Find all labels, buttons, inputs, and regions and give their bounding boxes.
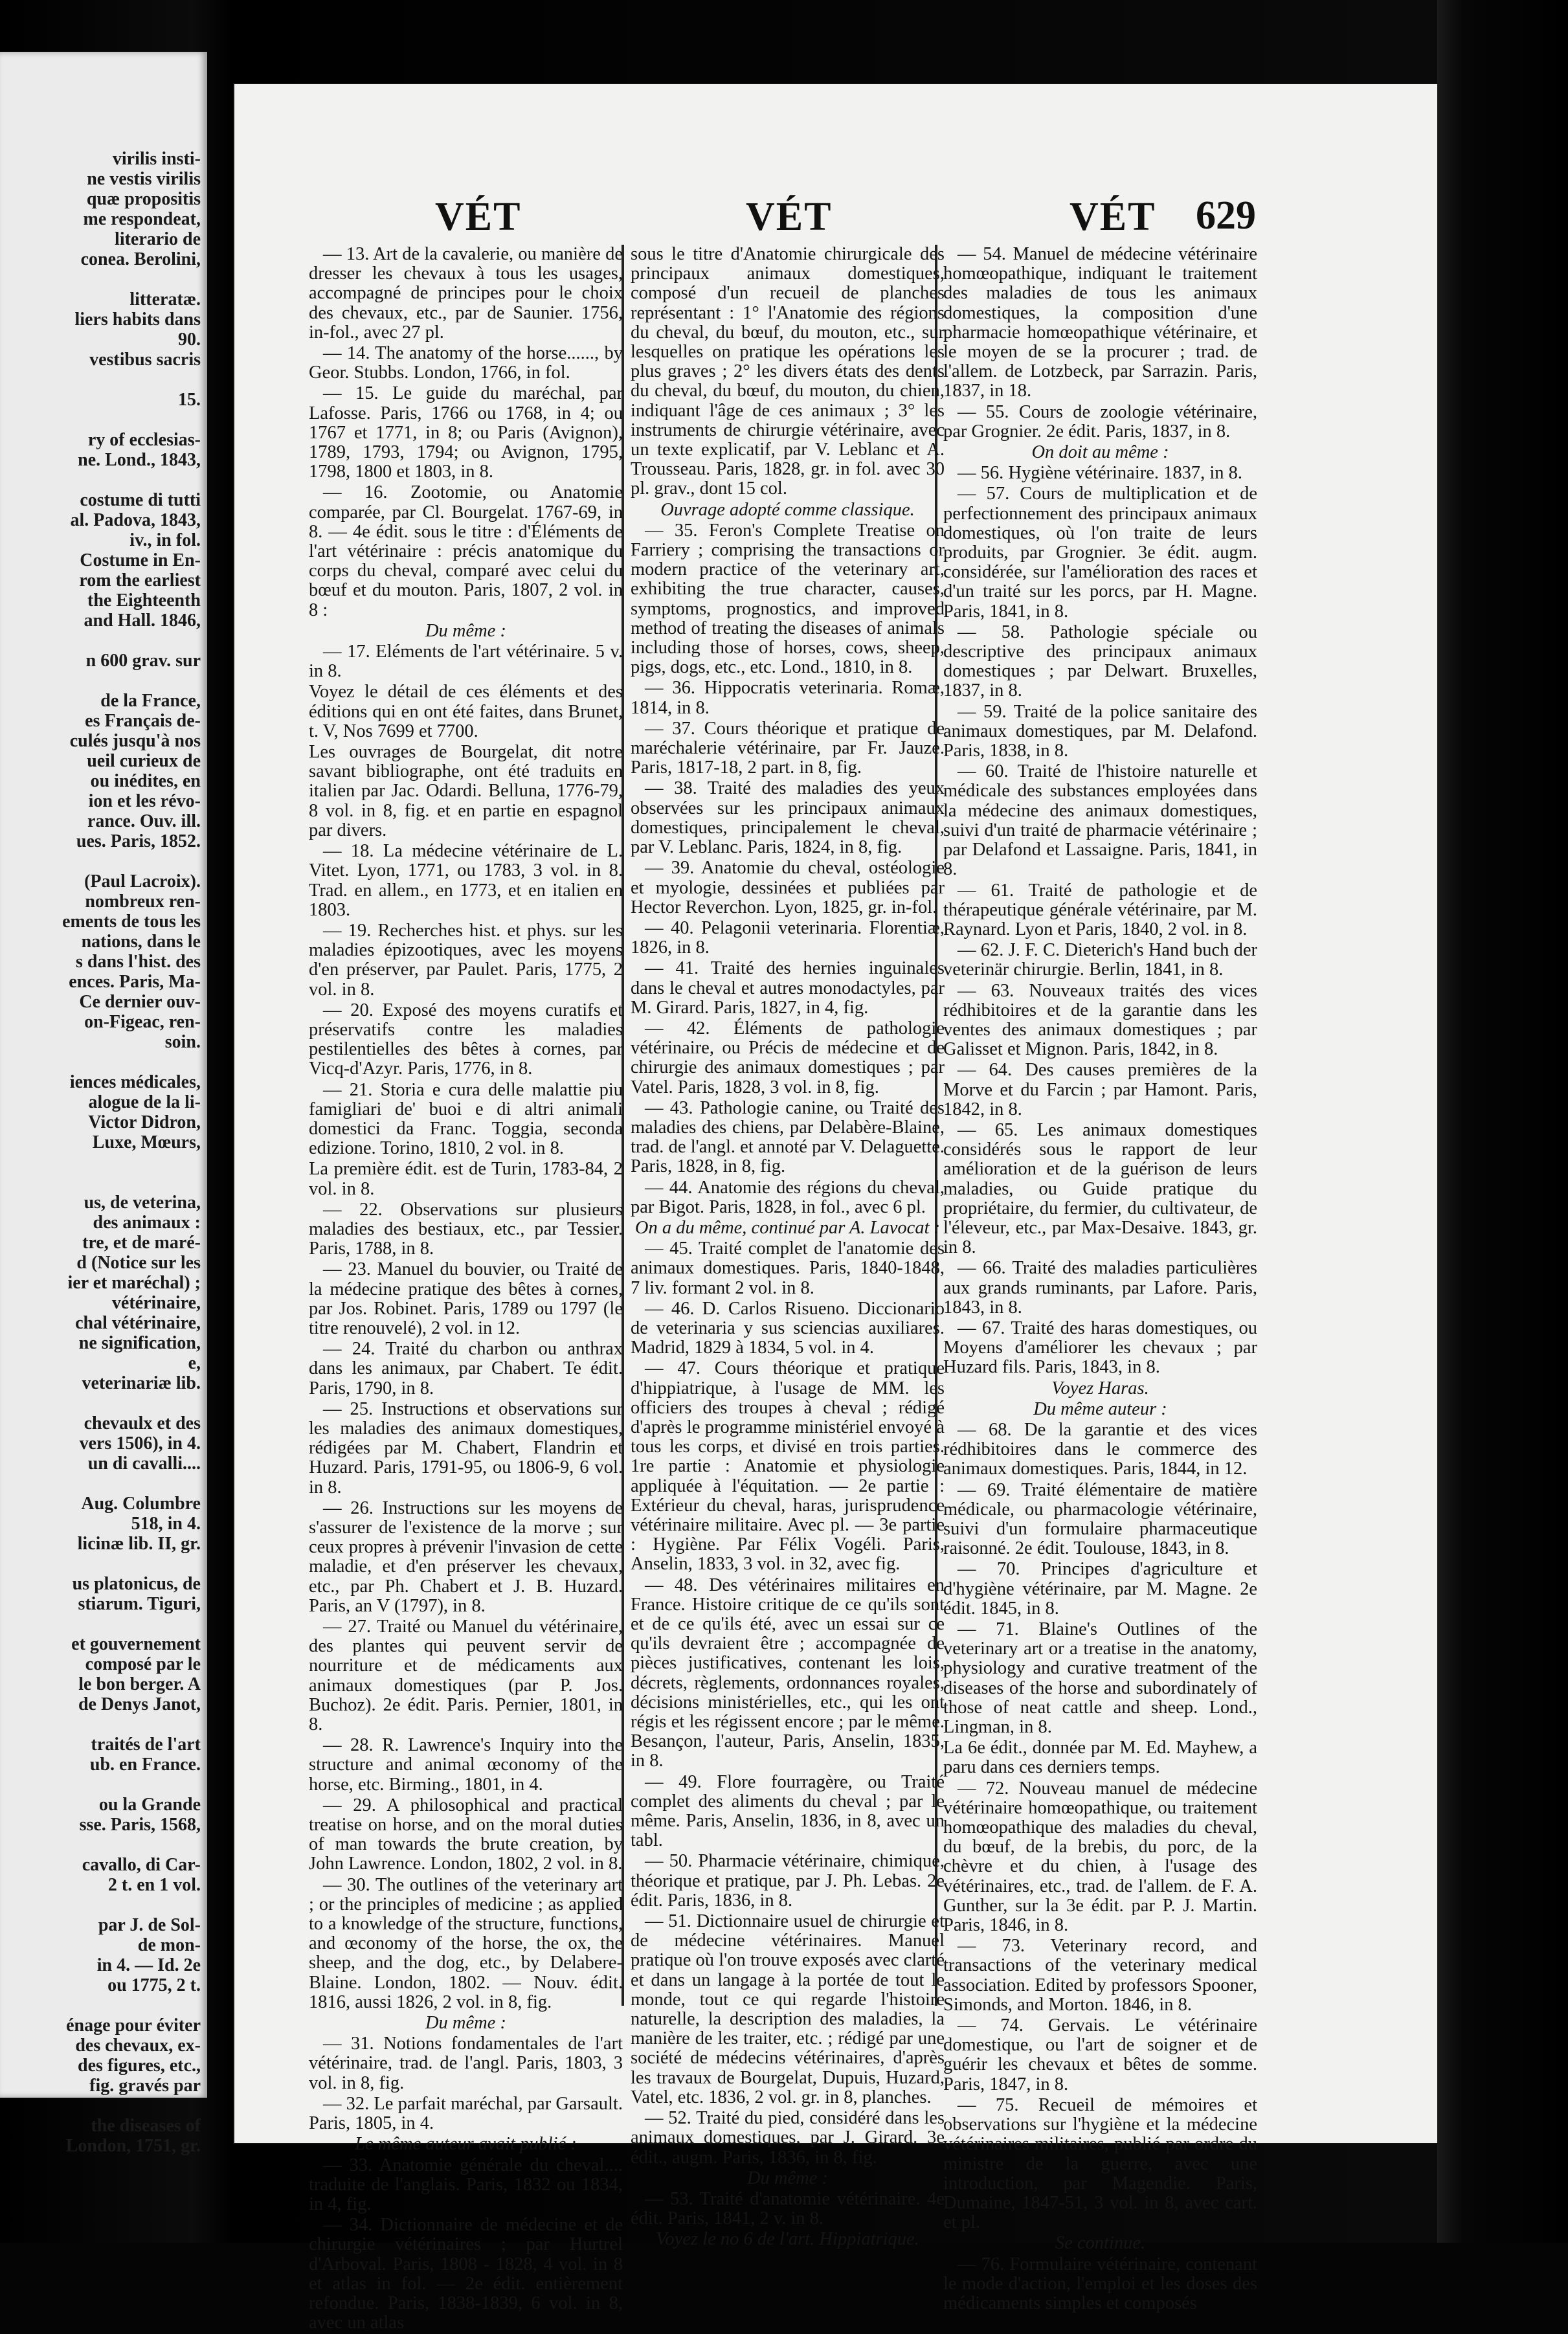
- bibliography-entry: — 63. Nouveaux traités des vices rédhibitoires et de la garantie dans les ventes des animaux domestiques ; par Galisset et Mignon. Paris, 1842, in 8.: [943, 980, 1257, 1060]
- bibliography-entry: — 38. Traité des maladies des yeux observées sur les principaux animaux domestiques, principalement le cheval, par V. Leblanc. Paris, 1824, in 8, fig.: [631, 778, 945, 858]
- left-page-text-fragment: vers 1506), in 4.: [79, 1433, 201, 1453]
- left-page-text-fragment: Victor Didron,: [88, 1112, 201, 1132]
- left-page-text-fragment: costume di tutti: [80, 490, 201, 510]
- bibliography-entry: — 36. Hippocratis veterinaria. Romæ, 1814, in 8.: [631, 678, 945, 718]
- left-page-text-fragment: énage pour éviter: [66, 2015, 201, 2036]
- bibliography-entry: — 48. Des vétérinaires militaires en France. Histoire critique de ce qu'ils sont et de ce qu'ils été, avec un essai sur ce qu'ils devraient être ; accompagnée de pièces justificatives, contenant les lois, décrets, règlements, ordonnances royales, décisions ministérielles, etc., qui les ont régis et les régissent encore ; par le même. Besançon, l'auteur, Paris, Anselin, 1835, in 8.: [631, 1575, 945, 1771]
- bibliography-entry: — 46. D. Carlos Risueno. Diccionario de veterinaria y sus sciencias auxiliares. Madrid, 1829 à 1834, 5 vol. in 4.: [631, 1298, 945, 1358]
- left-page-text-fragment: ne. Lond., 1843,: [78, 450, 201, 470]
- left-page-text-fragment: stiarum. Tiguri,: [78, 1594, 201, 1614]
- left-page-text-fragment: London, 1751, gr.: [65, 2136, 201, 2156]
- left-page-text-fragment: ion et les révo-: [88, 791, 201, 811]
- left-page-text-fragment: ry of ecclesias-: [87, 430, 201, 450]
- left-page-text-fragment: alogue de la li-: [88, 1092, 201, 1112]
- bibliography-entry: — 15. Le guide du maréchal, par Lafosse. Paris, 1766 ou 1768, in 4; ou 1767 et 1771, in 8; ou Paris (Avignon), 1789, 1793, 1794; ou Avignon, 1795, 1798, 1800 et 1803, in 8.: [309, 383, 623, 482]
- running-header: [234, 84, 1437, 265]
- bibliography-entry: — 37. Cours théorique et pratique de maréchalerie vétérinaire, par Fr. Jauze. Paris, 1817-18, 2 part. in 8, fig.: [631, 718, 945, 778]
- bibliography-entry: — 70. Principes d'agriculture et d'hygiène vétérinaire, par M. Magne. 2e édit. 1845, in 8.: [943, 1559, 1257, 1619]
- left-page-text-fragment: 2 t. en 1 vol.: [107, 1875, 201, 1895]
- left-page-text-fragment: es Français de-: [85, 711, 201, 731]
- left-page-text-fragment: 90.: [178, 330, 201, 350]
- left-page-text-fragment: ences. Paris, Ma-: [69, 972, 201, 992]
- left-page-text-fragment: quæ propositis: [86, 189, 201, 209]
- left-page-text-fragment: soin.: [164, 1032, 201, 1052]
- left-page-text-fragment: de la France,: [100, 691, 201, 711]
- left-page-text-fragment: n 600 grav. sur: [85, 651, 201, 671]
- bibliography-entry: Le même auteur avait publié :: [355, 2134, 577, 2155]
- bibliography-entry: — 14. The anatomy of the horse......, by Geor. Stubbs. London, 1766, in fol.: [309, 343, 623, 383]
- left-page-text-fragment: ueil curieux de: [87, 751, 201, 771]
- bibliography-entry: — 59. Traité de la police sanitaire des animaux domestiques, par M. Delafond. Paris, 1838, in 8.: [943, 701, 1257, 761]
- left-page-text-fragment: the diseases of: [91, 2116, 201, 2136]
- left-page-text-fragment: us, de veterina,: [84, 1193, 201, 1213]
- bibliography-entry: — 27. Traité ou Manuel du vétérinaire, des plantes qui peuvent servir de nourriture et de médicaments aux animaux domestiques (par P. Jos. Buchoz). 2e édit. Paris. Pernier, 1801, in 8.: [309, 1617, 623, 1735]
- column-right: [943, 245, 1257, 2315]
- header-right: VÉT: [1070, 195, 1156, 239]
- bibliography-entry: Du même :: [746, 2168, 829, 2188]
- left-page-text-fragment: literario de: [115, 229, 201, 249]
- bibliography-entry: — 65. Les animaux domestiques considérés sous le rapport de leur amélioration et de la guérison de leurs maladies, ou Guide pratique du propriétaire, du fermier, du cultivateur, de l'éleveur, etc., par Max-Desaive. 1843, gr. in 8.: [943, 1119, 1257, 1258]
- left-page-text-fragment: des animaux :: [93, 1213, 201, 1233]
- bibliography-entry: Du même :: [425, 2013, 507, 2034]
- left-page-text-fragment: un di cavalli....: [87, 1453, 201, 1474]
- left-page-text-fragment: conea. Berolini,: [80, 249, 201, 269]
- left-page-text-fragment: us platonicus, de: [72, 1574, 201, 1594]
- bibliography-entry: — 54. Manuel de médecine vétérinaire homœopathique, indiquant le traitement des maladies de tous les animaux domestiques, la composition d'une pharmacie homœopathique vétérinaire, et le moyen de se la procurer ; trad. de l'allem. de Lotzbeck, par Sarrazin. Paris, 1837, in 18.: [943, 244, 1257, 401]
- left-page-text-fragment: chal vétérinaire,: [75, 1313, 201, 1333]
- bibliography-entry: — 19. Recherches hist. et phys. sur les maladies épizootiques, avec les moyens d'en préserver, par Paulet. Paris, 1775, 2 vol. in 8.: [309, 920, 623, 1000]
- left-page-text-fragment: sse. Paris, 1568,: [79, 1815, 201, 1835]
- left-page-text-fragment: iv., in fol.: [129, 530, 201, 550]
- bibliography-entry: — 67. Traité des haras domestiques, ou Moyens d'améliorer les chevaux ; par Huzard fils. Paris, 1843, in 8.: [943, 1318, 1257, 1378]
- left-page-text-fragment: de Denys Janot,: [78, 1694, 201, 1714]
- bibliography-entry: Ouvrage adopté comme classique.: [660, 499, 915, 520]
- left-page-text-fragment: on-Figeac, ren-: [84, 1012, 201, 1032]
- left-page-text-fragment: veterinariæ lib.: [82, 1373, 201, 1393]
- bibliography-entry: — 64. Des causes premières de la Morve et du Farcin ; par Hamont. Paris, 1842, in 8.: [943, 1060, 1257, 1119]
- left-page-text-fragment: rom the earliest: [79, 570, 201, 590]
- left-page-text-fragment: me respondeat,: [83, 209, 201, 229]
- bibliography-entry: — 47. Cours théorique et pratique d'hippiatrique, à l'usage de MM. les officiers des troupes à cheval ; rédigé d'après le programme ministériel envoyé à tous les corps, et divisé en trois parties. 1re partie : Anatomie et physiologie appliquée à l'équitation. — 2e partie : Extérieur du cheval, haras, jurisprudence vétérinaire militaire. Avec pl. — 3e partie : Hygiène. Par Félix Vogéli. Paris, Anselin, 1833, 3 vol. in 32, avec fig.: [631, 1358, 945, 1575]
- bibliography-entry: — 25. Instructions et observations sur les maladies des animaux domestiques, rédigées par M. Chabert, Flandrin et Huzard. Paris, 1791-95, ou 1806-9, 6 vol. in 8.: [309, 1398, 623, 1498]
- bibliography-entry: — 55. Cours de zoologie vétérinaire, par Grognier. 2e édit. Paris, 1837, in 8.: [943, 401, 1257, 442]
- bibliography-entry: — 39. Anatomie du cheval, ostéologie et myologie, dessinées et publiées par Hector Reverchon. Lyon, 1825, gr. in-fol.: [631, 858, 945, 917]
- bibliography-entry: — 17. Eléments de l'art vétérinaire. 5 v. in 8.: [309, 642, 623, 682]
- left-page-text-fragment: des chevaux, ex-: [75, 2036, 201, 2056]
- left-page-text-fragment: virilis insti-: [112, 149, 201, 169]
- bibliography-entry: — 20. Exposé des moyens curatifs et préservatifs contre les maladies pestilentielles des bêtes à cornes, par Vicq-d'Azyr. Paris, 1776, in 8.: [309, 1000, 623, 1079]
- bibliography-entry: — 60. Traité de l'histoire naturelle et médicale des substances employées dans la médecine des animaux domestiques, suivi d'un traité de pharmacie vétérinaire ; par Delafond et Lassaigne. Paris, 1841, in 8.: [943, 761, 1257, 880]
- left-page-text-fragment: des figures, etc.,: [78, 2056, 201, 2076]
- bibliography-entry: — 45. Traité complet de l'anatomie des animaux domestiques. Paris, 1840-1848, 7 liv. formant 2 vol. in 8.: [631, 1239, 945, 1298]
- bibliography-entry: — 73. Veterinary record, and transactions of the veterinary medical association. Edited by professors Spooner, Simonds, and Morton. 1846, in 8.: [943, 1936, 1257, 2015]
- left-page-text-fragment: traités de l'art: [91, 1734, 201, 1755]
- bibliography-entry: — 72. Nouveau manuel de médecine vétérinaire homœopathique, ou traitement homœopathique des maladies du cheval, du bœuf, de la brebis, du porc, de la chèvre et du chien, à l'usage des vétérinaires, etc., trad. de l'allem. de F. A. Gunther, sur la 3e édit. par P. J. Martin. Paris, 1846, in 8.: [943, 1778, 1257, 1936]
- left-page-text-fragment: nations, dans le: [81, 932, 201, 952]
- column-center: [631, 245, 945, 2251]
- bibliography-entry: Voyez le détail de ces éléments et des éditions qui en ont été faites, dans Brunet, t. V, Nos 7699 et 7700.: [309, 682, 623, 741]
- left-page-text-fragment: ub. en France.: [89, 1755, 201, 1775]
- bibliography-entry: — 32. Le parfait maréchal, par Garsault. Paris, 1805, in 4.: [309, 2093, 623, 2134]
- bibliography-entry: — 29. A philosophical and practical treatise on horse, and on the moral duties of man towards the brute creation, by John Lawrence. London, 1802, 2 vol. in 8.: [309, 1795, 623, 1874]
- left-page-text-fragment: composé par le: [85, 1654, 201, 1674]
- bibliography-entry: — 62. J. F. C. Dieterich's Hand buch der veterinär chirurgie. Berlin, 1841, in 8.: [943, 940, 1257, 980]
- left-page-text-fragment: e,: [188, 1353, 201, 1373]
- bibliography-entry: — 49. Flore fourragère, ou Traité complet des aliments du cheval ; par le même. Paris, Anselin, 1836, in 8, avec un tabl.: [631, 1771, 945, 1851]
- bibliography-entry: Du même :: [425, 620, 507, 641]
- bibliography-entry: — 31. Notions fondamentales de l'art vétérinaire, trad. de l'angl. Paris, 1803, 3 vol. in 8, fig.: [309, 2034, 623, 2093]
- bibliography-entry: sous le titre d'Anatomie chirurgicale des principaux animaux domestiques, composé d'un recueil de planches représentant : 1° l'Anatomie des régions du cheval, du bœuf, du mouton, etc., sur lesquelles on pratique les opérations les plus graves ; 2° les divers états des dents du cheval, du bœuf, du mouton, du chien, indiquant l'âge de ces animaux ; 3° les instruments de chirurgie vétérinaire, avec un texte explicatif, par V. Leblanc et A. Trousseau. Paris, 1828, gr. in fol. avec 30 pl. grav., dont 15 col.: [631, 244, 945, 499]
- bibliography-entry: — 13. Art de la cavalerie, ou manière de dresser les chevaux à tous les usages, accompagné de principes pour le choix des chevaux, etc., par de Saunier. 1756, in-fol., avec 27 pl.: [309, 244, 623, 342]
- bibliography-entry: — 43. Pathologie canine, ou Traité des maladies des chiens, par Delabère-Blaine, trad. de l'angl. et annoté par V. Delaguette. Paris, 1828, in 8, fig.: [631, 1097, 945, 1177]
- left-page-text-fragment: rance. Ouv. ill.: [87, 811, 201, 831]
- bibliography-entry: — 28. R. Lawrence's Inquiry into the structure and animal œconomy of the horse, etc. Birming., 1801, in 4.: [309, 1735, 623, 1795]
- bibliography-entry: — 30. The outlines of the veterinary art ; or the principles of medicine ; as applied to a knowledge of the structure, functions, and œconomy of the horse, the ox, the sheep, and the dog, etc., by Delabere-Blaine. London, 1802. — Nouv. édit. 1816, aussi 1826, 2 vol. in 8, fig.: [309, 1874, 623, 2012]
- left-page-text-fragment: culés jusqu'à nos: [69, 731, 201, 751]
- left-page-text-fragment: iences médicales,: [69, 1072, 201, 1092]
- left-page-text-fragment: Costume in En-: [80, 550, 201, 570]
- left-page-text-fragment: the Eighteenth: [87, 590, 201, 611]
- left-page-text-fragment: tre, et de maré-: [82, 1233, 201, 1253]
- left-page-text-fragment: ou la Grande: [98, 1795, 201, 1815]
- left-page-text-fragment: le bon berger. A: [78, 1674, 201, 1694]
- left-page-text-fragment: par J. de Sol-: [98, 1915, 201, 1935]
- bibliography-entry: — 66. Traité des maladies particulières aux grands ruminants, par Lafore. Paris, 1843, in 8.: [943, 1258, 1257, 1318]
- bibliography-entry: — 35. Feron's Complete Treatise on Farriery ; comprising the transactions or modern practice of the veterinary art, exhibiting the true character, causes, symptoms, prognostics, and improved method of treating the diseases of animals including those of horses, cows, sheep, pigs, dogs, etc., etc. Lond., 1810, in 8.: [631, 520, 945, 678]
- bibliography-entry: — 75. Recueil de mémoires et observations sur l'hygiène et la médecine vétérinaires militaires, publié par ordre du ministre de la guerre, avec une introduction, par Magendie. Paris, Dumaine, 1847-51, 3 vol. in 8, avec cart. et pl.: [943, 2094, 1257, 2233]
- bibliography-entry: — 56. Hygiène vétérinaire. 1837, in 8.: [958, 463, 1243, 484]
- bibliography-entry: — 34. Dictionnaire de médecine et de chirurgie vétérinaires ; par Hurtrel d'Arboval. Paris, 1808 - 1828, 4 vol. in 8 et atlas in fol. — 2e édit. entièrement refondue. Paris, 1838-1839, 6 vol. in 8, avec un atlas: [309, 2215, 623, 2333]
- left-page-text-fragment: Aug. Columbre: [81, 1494, 201, 1514]
- bibliography-entry: — 33. Anatomie générale du cheval.... traduite de l'anglais. Paris, 1832 ou 1834, in 4, fig.: [309, 2155, 623, 2214]
- bibliography-entry: — 74. Gervais. Le vétérinaire domestique, ou l'art de soigner et de guérir les chevaux et bêtes de somme. Paris, 1847, in 8.: [943, 2015, 1257, 2094]
- left-page-text-fragment: ne signification,: [78, 1333, 201, 1353]
- bibliography-entry: — 68. De la garantie et des vices rédhibitoires dans le commerce des animaux domestiques. Paris, 1844, in 12.: [943, 1419, 1257, 1479]
- left-page-text-fragment: vétérinaire,: [111, 1293, 201, 1313]
- left-page-text-fragment: cavallo, di Car-: [82, 1855, 201, 1875]
- bibliography-entry: — 58. Pathologie spéciale ou descriptive des principaux animaux domestiques ; par Delwart. Bruxelles, 1837, in 8.: [943, 622, 1257, 701]
- bibliography-entry: On doit au même :: [1031, 442, 1169, 463]
- bibliography-entry: — 51. Dictionnaire usuel de chirurgie et de médecine vétérinaires. Manuel pratique où l'on trouve exposés avec clarté et dans un langage à la portée de tout le monde, tout ce qui regarde l'histoire naturelle, la description des maladies, la manière de les traiter, etc. ; rédigé par une société de médecins vétérinaires, d'après les travaux de Bourgelat, Dupuis, Huzard, Vatel, etc. 1836, 2 vol. gr. in 8, planches.: [631, 1911, 945, 2107]
- bibliography-entry: — 40. Pelagonii veterinaria. Florentiæ, 1826, in 8.: [631, 917, 945, 958]
- bibliography-entry: — 22. Observations sur plusieurs maladies des bestiaux, etc., par Tessier. Paris, 1788, in 8.: [309, 1199, 623, 1259]
- bibliography-entry: On a du même, continué par A. Lavocat :: [634, 1217, 941, 1238]
- bibliography-entry: Du même auteur :: [1033, 1398, 1167, 1419]
- left-page-text-fragment: and Hall. 1846,: [84, 611, 201, 631]
- left-page-text-fragment: (Paul Lacroix).: [84, 871, 201, 892]
- left-page-text-fragment: d (Notice sur les: [76, 1253, 201, 1273]
- left-page-text-fragment: ues. Paris, 1852.: [76, 831, 201, 851]
- bibliography-entry: La première édit. est de Turin, 1783-84, 2 vol. in 8.: [309, 1159, 623, 1199]
- bibliography-entry: — 61. Traité de pathologie et de thérapeutique générale vétérinaire, par M. Raynard. Lyon et Paris, 1840, 2 vol. in 8.: [943, 880, 1257, 939]
- left-page-text-fragment: ou 1775, 2 t.: [107, 1975, 201, 1995]
- left-page-text-fragment: 15.: [178, 390, 201, 410]
- bibliography-entry: La 6e édit., donnée par M. Ed. Mayhew, a paru dans ces derniers temps.: [943, 1738, 1257, 1778]
- header-center: VÉT: [746, 195, 833, 239]
- bibliography-entry: — 50. Pharmacie vétérinaire, chimique, théorique et pratique, par J. Ph. Lebas. 2e édit. Paris, 1836, in 8.: [631, 1851, 945, 1911]
- header-left: VÉT: [435, 195, 522, 239]
- left-page-text-fragment: Luxe, Mœurs,: [92, 1132, 201, 1152]
- left-page-text-fragment: ou inédites, en: [90, 771, 201, 791]
- left-page-text-fragment: in 4. — Id. 2e: [96, 1955, 201, 1975]
- left-page-text-fragment: de mon-: [137, 1935, 201, 1955]
- left-page-text-fragment: ier et maréchal) ;: [67, 1273, 201, 1293]
- bibliography-entry: — 57. Cours de multiplication et de perfectionnement des principaux animaux domestiques, où l'on traite de leurs produits, par Grognier. 3e édit. augm. considérée, sur l'amélioration des races et d'un traité sur les porcs, par H. Magne. Paris, 1841, in 8.: [943, 484, 1257, 622]
- left-page-text-fragment: 518, in 4.: [131, 1514, 201, 1534]
- column-left: [309, 245, 623, 2334]
- bibliography-entry: — 16. Zootomie, ou Anatomie comparée, par Cl. Bourgelat. 1767-69, in 8. — 4e édit. sous le titre : d'Éléments de l'art vétérinaire : précis anatomique du corps du cheval, comparé avec celui du bœuf et du mouton. Paris, 1807, 2 vol. in 8 :: [309, 482, 623, 620]
- bibliography-entry: — 53. Traité d'anatomie vétérinaire. 4e édit. Paris, 1841, 2 v. in 8.: [631, 2188, 945, 2229]
- bibliography-entry: — 42. Éléments de pathologie vétérinaire, ou Précis de médecine et de chirurgie des animaux domestiques ; par Vatel. Paris, 1828, 3 vol. in 8, fig.: [631, 1018, 945, 1097]
- left-facing-page: [0, 52, 207, 2156]
- bibliography-entry: — 52. Traité du pied, considéré dans les animaux domestiques, par J. Girard. 3e édit., augm. Paris, 1836, in 8, fig.: [631, 2108, 945, 2168]
- left-page-text-fragment: ements de tous les: [62, 912, 201, 932]
- left-page-text-fragment: s dans l'hist. des: [76, 952, 201, 972]
- book-page: [234, 84, 1437, 2333]
- left-page-text-fragment: fig. gravés par: [89, 2076, 201, 2096]
- left-page-text-fragment: liers habits dans: [74, 309, 201, 330]
- bibliography-entry: — 41. Traité des hernies inguinales dans le cheval et autres monodactyles, par M. Girard. Paris, 1827, in 4, fig.: [631, 958, 945, 1018]
- bibliography-entry: Voyez Haras.: [1051, 1378, 1149, 1398]
- bibliography-entry: — 69. Traité élémentaire de matière médicale, ou pharmacologie vétérinaire, suivi d'un formulaire pharmaceutique raisonné. 2e édit. Toulouse, 1843, in 8.: [943, 1479, 1257, 1559]
- bibliography-entry: — 18. La médecine vétérinaire de L. Vitet. Lyon, 1771, ou 1783, 3 vol. in 8. Trad. en allem., en 1773, et en italien en 1803.: [309, 841, 623, 920]
- bibliography-entry: — 71. Blaine's Outlines of the veterinary art or a treatise in the anatomy, physiology and curative treatment of the diseases of the horse and subordinately of those of neat cattle and sheep. Lond., Lingman, in 8.: [943, 1619, 1257, 1738]
- left-page-text-fragment: et gouvernement: [71, 1634, 201, 1654]
- left-page-text-fragment: Ce dernier ouv-: [79, 992, 201, 1012]
- bibliography-entry: — 24. Traité du charbon ou anthrax dans les animaux, par Chabert. Te édit. Paris, 1790, in 8.: [309, 1339, 623, 1398]
- page-number: 629: [1196, 194, 1256, 238]
- bibliography-entry: — 26. Instructions sur les moyens de s'assurer de l'existence de la morve ; sur ceux propres à prévenir l'invasion de cette maladie, et d'en préserver les chevaux, etc., par Ph. Chabert et J. B. Huzard. Paris, an V (1797), in 8.: [309, 1498, 623, 1616]
- book-binding-edge: [1437, 0, 1568, 2243]
- left-page-text-fragment: vestibus sacris: [89, 350, 201, 370]
- bibliography-entry: — 21. Storia e cura delle malattie piu famigliari de' buoi e di altri animali domestici da Franc. Toggia, seconda edizione. Torino, 1810, 2 vol. in 8.: [309, 1079, 623, 1159]
- bibliography-entry: Voyez le no 6 de l'art. Hippiatrique.: [656, 2229, 919, 2250]
- left-page-text-fragment: chevaulx et des: [84, 1413, 201, 1433]
- bibliography-entry: — 23. Manuel du bouvier, ou Traité de la médecine pratique des bêtes à cornes, par Jos. Robinet. Paris, 1789 ou 1797 (le titre renouvelé), 2 vol. in 12.: [309, 1259, 623, 1338]
- left-page-text-fragment: ne vestis virilis: [87, 169, 201, 189]
- left-page-text-fragment: litteratæ.: [129, 289, 201, 309]
- bibliography-entry: — 76. Formulaire vétérinaire, contenant le mode d'action, l'emploi et les doses des médicaments simples et composés: [943, 2254, 1257, 2313]
- bibliography-entry: — 44. Anatomie des régions du cheval, par Bigot. Paris, 1828, in fol., avec 6 pl.: [631, 1177, 945, 1217]
- left-page-text-fragment: nombreux ren-: [85, 892, 201, 912]
- left-page-text-fragment: al. Padova, 1843,: [70, 510, 201, 530]
- bibliography-entry: Les ouvrages de Bourgelat, dit notre savant bibliographe, ont été traduits en italien par Jac. Odardi. Belluna, 1776-79, 8 vol. in 8, fig. et en partie en espagnol par divers.: [309, 742, 623, 840]
- bibliography-entry: Se continue.: [1055, 2233, 1146, 2254]
- left-page-text-fragment: licinæ lib. II, gr.: [77, 1534, 201, 1554]
